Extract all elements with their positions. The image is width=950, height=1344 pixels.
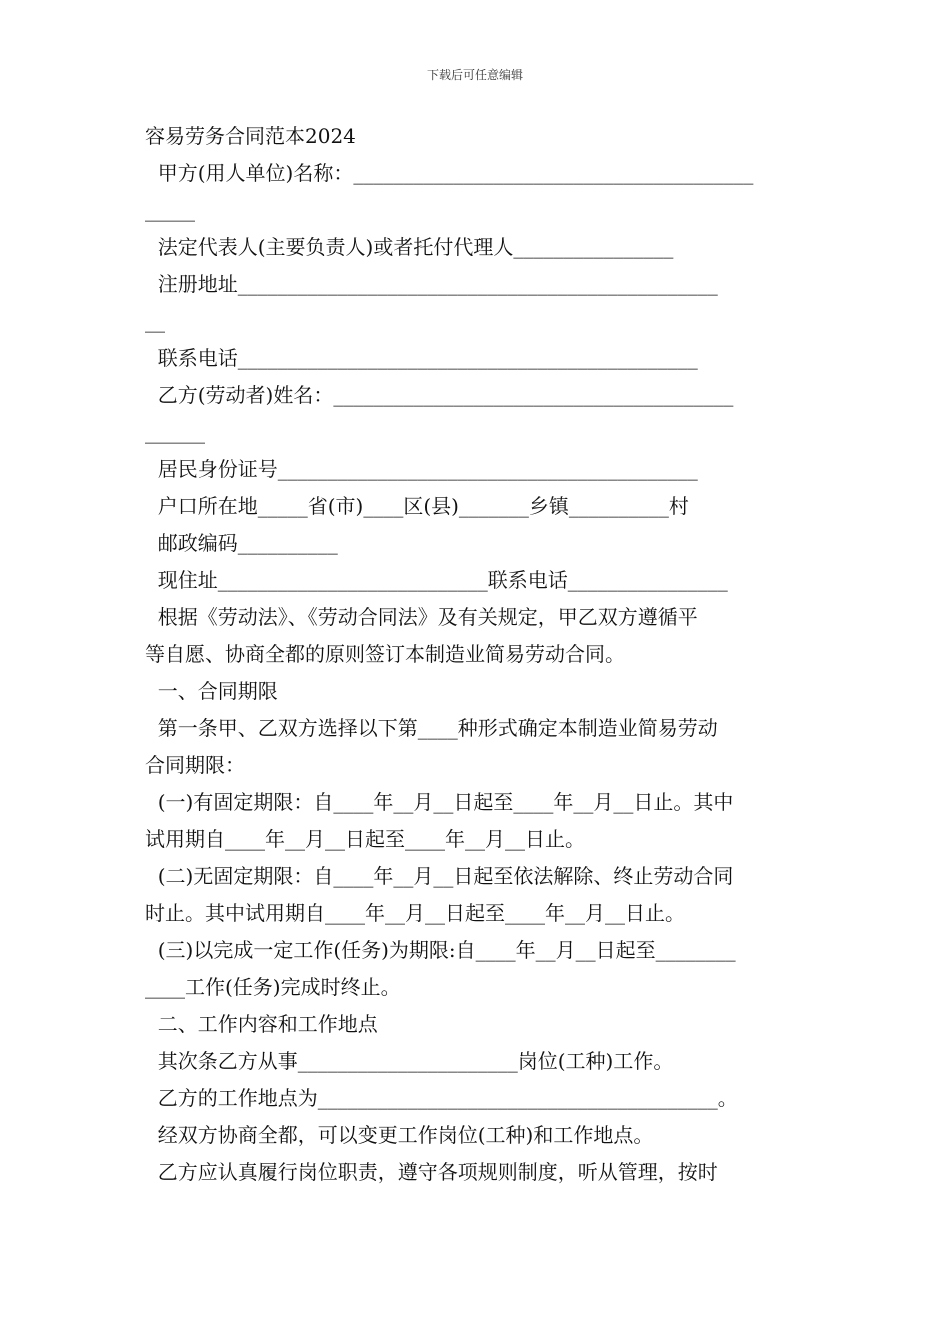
section-heading: 一、合同期限	[145, 679, 278, 703]
text-line: 注册地址________________________________________________	[145, 272, 718, 296]
text-line: 试用期自____年__月__日起至____年__月__日止。	[145, 827, 585, 851]
text-line: 其次条乙方从事______________________岗位(工种)工作。	[145, 1049, 674, 1073]
document-title: 容易劳务合同范本2024	[145, 124, 356, 148]
text-line: 合同期限：	[145, 753, 245, 777]
text-line: ______	[145, 420, 205, 444]
text-line: 邮政编码__________	[145, 531, 338, 555]
text-line: 现住址___________________________联系电话________________	[145, 568, 728, 592]
text-line: ____工作(任务)完成时终止。	[145, 975, 401, 999]
text-line: 根据《劳动法》、《劳动合同法》及有关规定，甲乙双方遵循平	[145, 605, 698, 629]
text-line: 法定代表人(主要负责人)或者托付代理人________________	[145, 235, 674, 259]
text-line: (三)以完成一定工作(任务)为期限:自____年__月__日起至________	[145, 938, 736, 962]
text-line: _____	[145, 198, 195, 222]
text-line: 经双方协商全都，可以变更工作岗位(工种)和工作地点。	[145, 1123, 654, 1147]
text-line: 乙方的工作地点为________________________________________。	[145, 1086, 738, 1110]
text-line: 居民身份证号__________________________________________	[145, 457, 698, 481]
text-line: 等自愿、协商全都的原则签订本制造业简易劳动合同。	[145, 642, 625, 666]
text-line: 甲方(用人单位)名称：________________________________________	[145, 161, 754, 185]
text-line: 乙方应认真履行岗位职责，遵守各项规则制度，听从管理，按时	[145, 1160, 718, 1184]
text-line: (一)有固定期限：自____年__月__日起至____年__月__日止。其中	[145, 790, 734, 814]
text-line: 时止。其中试用期自____年__月__日起至____年__月__日止。	[145, 901, 685, 925]
page-header: 下载后可任意编辑	[426, 68, 523, 82]
text-line: __	[145, 309, 165, 333]
section-heading: 二、工作内容和工作地点	[145, 1012, 378, 1036]
text-line: 第一条甲、乙双方选择以下第____种形式确定本制造业简易劳动	[145, 716, 718, 740]
text-line: (二)无固定期限：自____年__月__日起至依法解除、终止劳动合同	[145, 864, 734, 888]
text-line: 联系电话______________________________________________	[145, 346, 698, 370]
text-line: 乙方(劳动者)姓名：________________________________________	[145, 383, 734, 407]
text-line: 户口所在地_____省(市)____区(县)_______乡镇__________村	[145, 494, 689, 518]
